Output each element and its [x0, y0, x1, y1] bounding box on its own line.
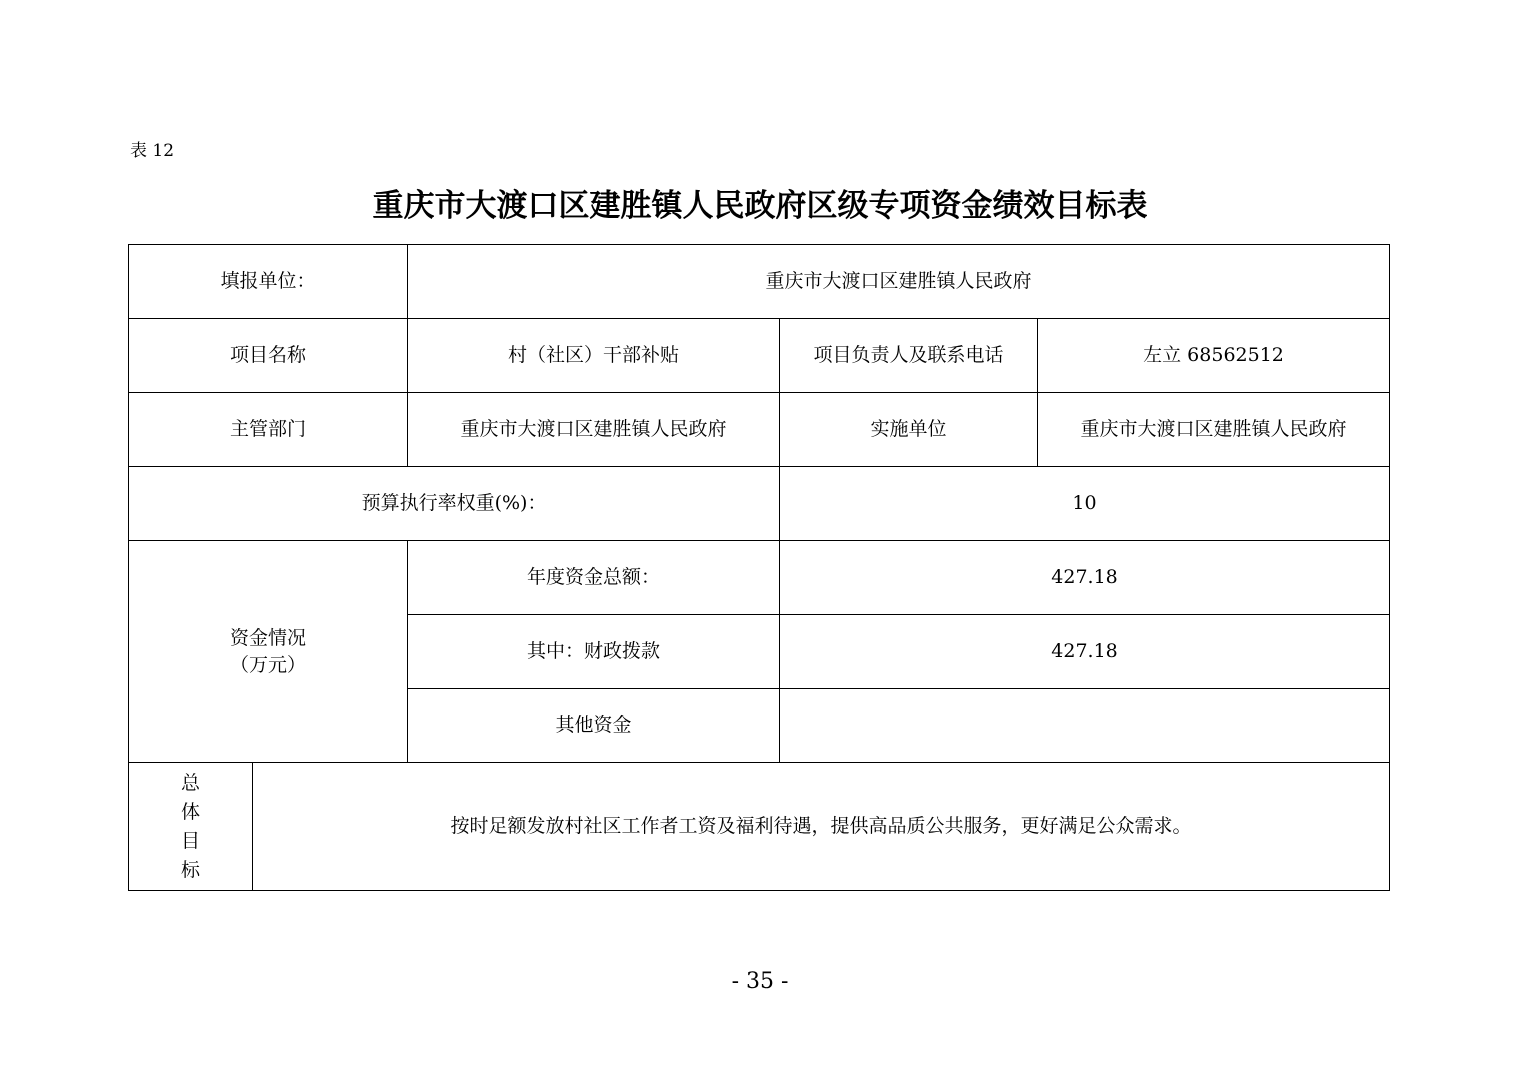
department-value: 重庆市大渡口区建胜镇人民政府 [408, 393, 780, 467]
implementing-unit-value: 重庆市大渡口区建胜镇人民政府 [1038, 393, 1390, 467]
funds-label-line2: （万元） [230, 653, 307, 676]
performance-target-table [128, 244, 1390, 891]
table-row-overall-goal [129, 763, 1390, 891]
project-name-label: 项目名称 [129, 319, 408, 393]
project-contact-value: 左立 68562512 [1038, 319, 1390, 393]
fiscal-funds-value: 427.18 [780, 615, 1390, 689]
overall-goal-value: 按时足额发放村社区工作者工资及福利待遇，提供高品质公共服务，更好满足公众需求。 [253, 763, 1390, 891]
fiscal-funds-label: 其中：财政拨款 [408, 615, 780, 689]
table-row-department [129, 393, 1390, 467]
reporting-unit-value: 重庆市大渡口区建胜镇人民政府 [408, 245, 1390, 319]
funds-label [129, 541, 408, 763]
page-number: - 35 - [731, 969, 789, 994]
page-title: 重庆市大渡口区建胜镇人民政府区级专项资金绩效目标表 [372, 188, 1148, 224]
funds-label-line1: 资金情况 [230, 626, 307, 649]
overall-goal-label: 总体目标 [180, 771, 200, 881]
department-label: 主管部门 [129, 393, 408, 467]
annual-funds-value: 427.18 [780, 541, 1390, 615]
table-row-project [129, 319, 1390, 393]
project-name-value: 村（社区）干部补贴 [408, 319, 780, 393]
project-contact-label: 项目负责人及联系电话 [780, 319, 1038, 393]
overall-goal-label-cell [129, 763, 253, 891]
budget-weight-label: 预算执行率权重(%)： [129, 467, 780, 541]
table-row-annual-funds [129, 541, 1390, 615]
table-row-budget-weight [129, 467, 1390, 541]
table-label: 表 12 [130, 141, 175, 161]
other-funds-value [780, 689, 1390, 763]
table-row-reporting-unit [129, 245, 1390, 319]
implementing-unit-label: 实施单位 [780, 393, 1038, 467]
budget-weight-value: 10 [780, 467, 1390, 541]
reporting-unit-label: 填报单位： [129, 245, 408, 319]
annual-funds-label: 年度资金总额： [408, 541, 780, 615]
other-funds-label: 其他资金 [408, 689, 780, 763]
